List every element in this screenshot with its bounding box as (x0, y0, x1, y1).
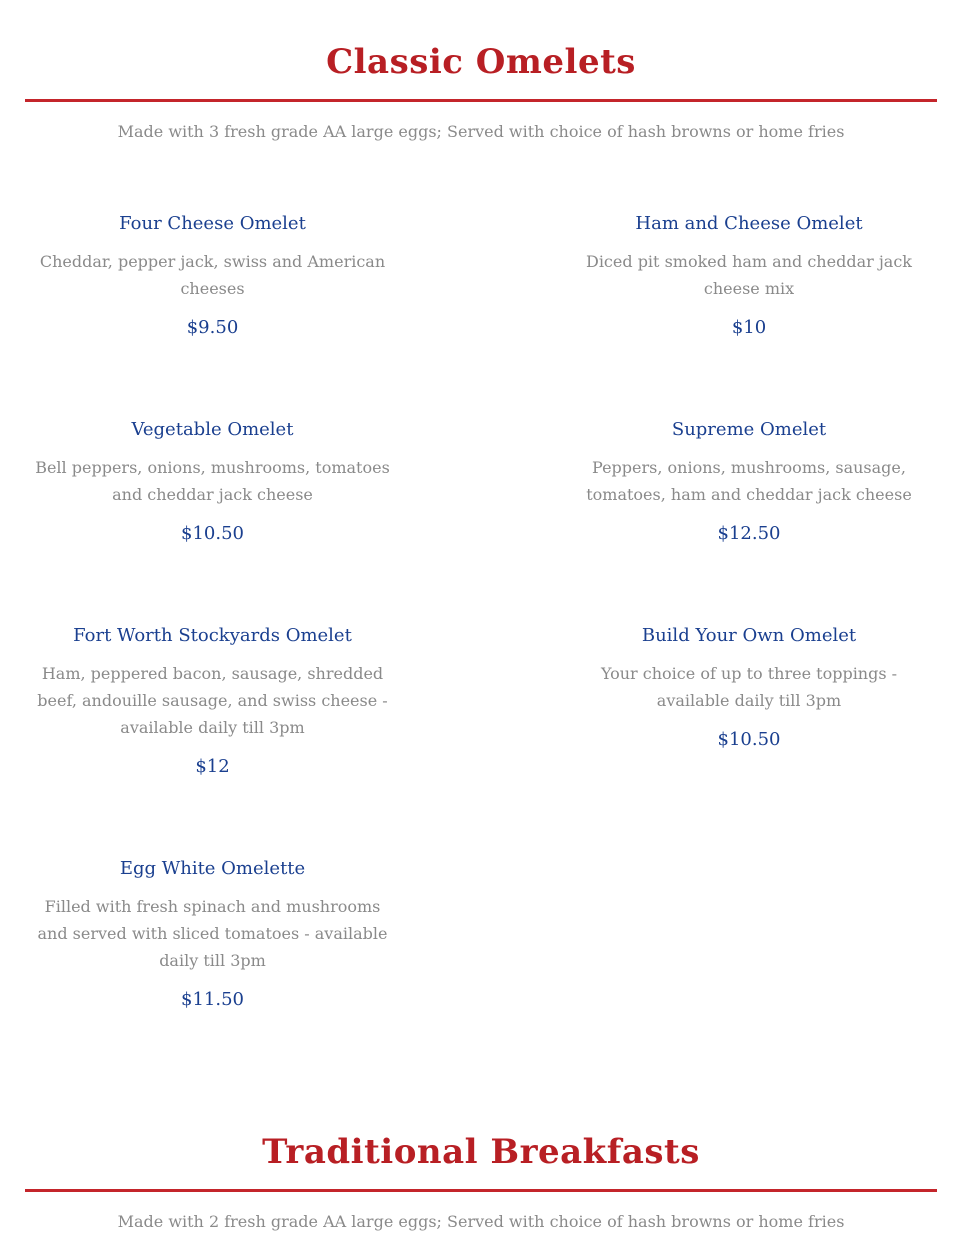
menu-item-supreme-omelet (560, 418, 938, 546)
menu-item-four-cheese-omelet (20, 212, 405, 340)
item-name: Vegetable Omelet (131, 419, 294, 440)
item-price: $12.50 (717, 523, 781, 544)
section-title: Traditional Breakfasts (262, 1132, 700, 1172)
item-price: $11.50 (181, 989, 244, 1010)
section-note: Made with 3 fresh grade AA large eggs; Served with choice of hash browns or home fries (117, 122, 845, 141)
section-divider (25, 1189, 937, 1192)
item-price: $10 (731, 317, 767, 338)
section-note: Made with 2 fresh grade AA large eggs; Served with choice of hash browns or home fries (117, 1212, 845, 1231)
item-name: Four Cheese Omelet (119, 213, 306, 234)
section-classic-omelets (25, 42, 937, 142)
item-description: Filled with fresh spinach and mushrooms and served with sliced tomatoes - available daily till 3pm (37, 897, 388, 970)
item-price: $10.50 (717, 729, 781, 750)
item-description: Bell peppers, onions, mushrooms, tomatoes and cheddar jack cheese (35, 458, 390, 504)
menu-item-vegetable-omelet (25, 418, 400, 546)
menu-item-build-your-own-omelet (570, 624, 928, 752)
item-price: $9.50 (186, 317, 239, 338)
item-price: $10.50 (181, 523, 244, 544)
item-name: Ham and Cheese Omelet (635, 213, 863, 234)
item-description: Peppers, onions, mushrooms, sausage, tomatoes, ham and cheddar jack cheese (586, 458, 912, 504)
item-name: Build Your Own Omelet (641, 625, 857, 646)
item-description: Ham, peppered bacon, sausage, shredded beef, andouille sausage, and swiss cheese - available daily till 3pm (37, 664, 388, 737)
item-description: Your choice of up to three toppings - available daily till 3pm (600, 664, 898, 710)
section-divider (25, 99, 937, 102)
item-name: Egg White Omelette (119, 858, 306, 879)
item-description: Diced pit smoked ham and cheddar jack cheese mix (585, 252, 912, 298)
menu-item-egg-white-omelette (30, 857, 395, 1012)
item-name: Supreme Omelet (671, 419, 827, 440)
section-traditional-breakfasts (25, 1132, 937, 1232)
item-price: $12 (195, 756, 230, 777)
item-name: Fort Worth Stockyards Omelet (73, 625, 352, 646)
menu-item-fort-worth-stockyards-omelet (30, 624, 395, 779)
item-description: Cheddar, pepper jack, swiss and American cheeses (39, 252, 386, 298)
menu-item-ham-and-cheese-omelet (565, 212, 933, 340)
section-title: Classic Omelets (326, 42, 636, 82)
